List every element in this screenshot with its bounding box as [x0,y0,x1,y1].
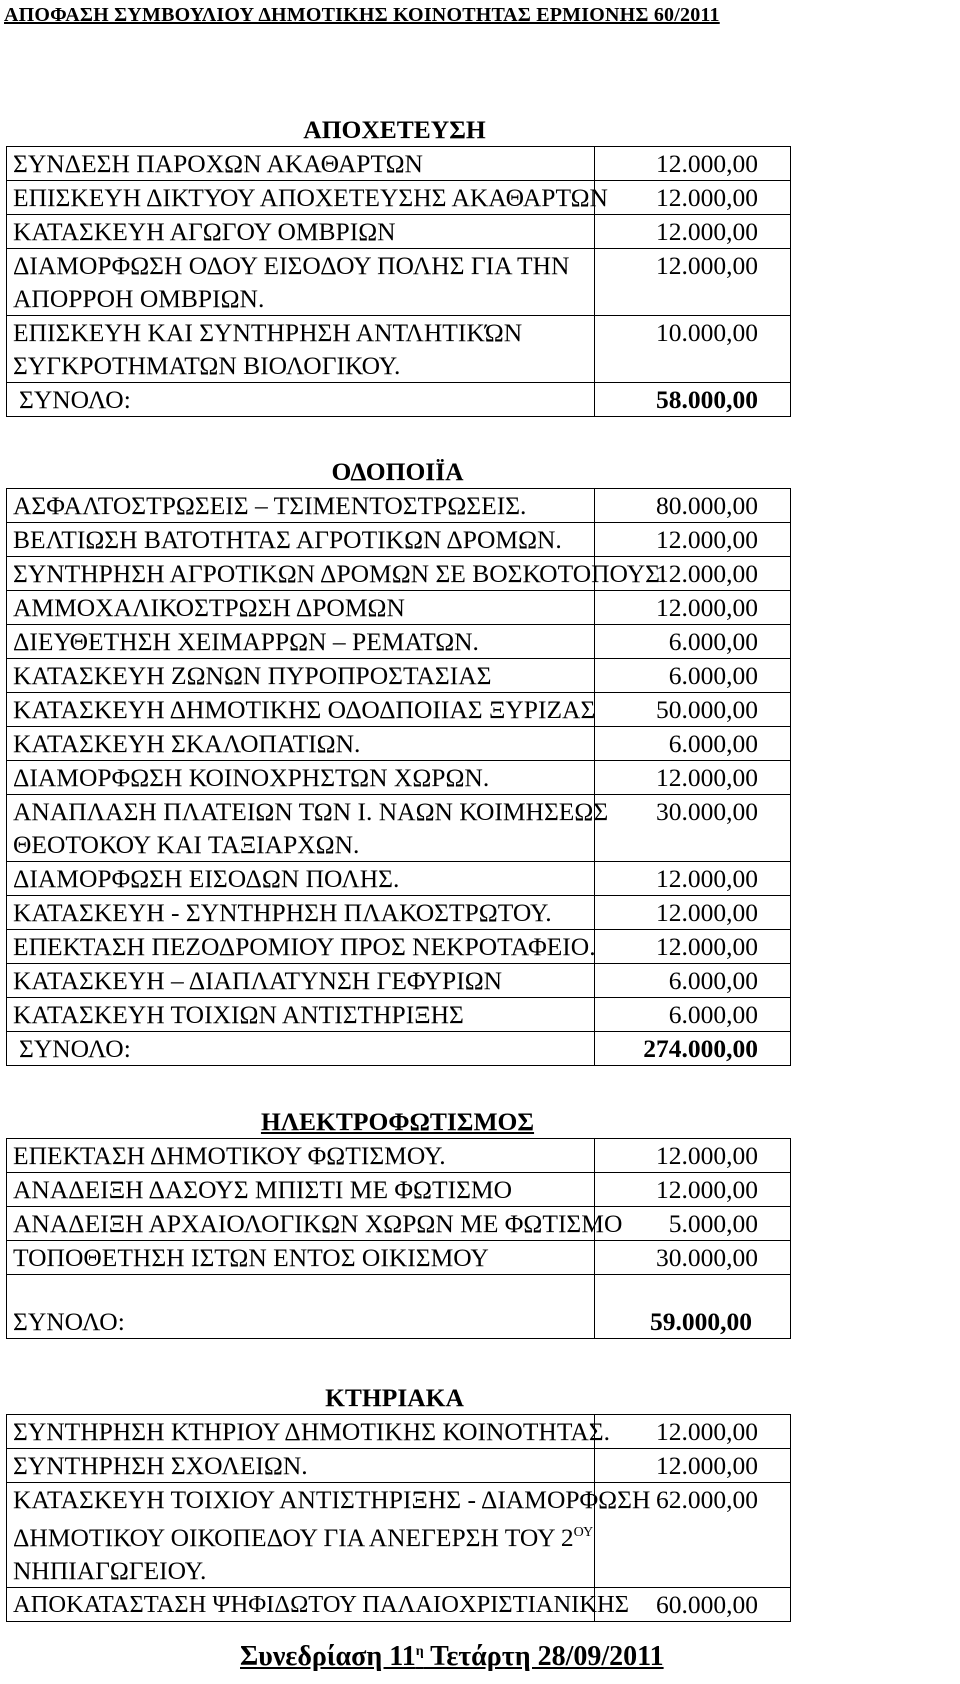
item-value: 80.000,00 [595,489,791,523]
table-row [7,181,791,215]
table-row [7,862,791,896]
item-label: ΣΥΝΤΗΡΗΣΗ ΑΓΡΟΤΙΚΩΝ ΔΡΟΜΩΝ ΣΕ ΒΟΣΚΟΤΟΠΟΥΣ. [7,557,595,591]
item-value: 6.000,00 [595,625,791,659]
item-label: ΑΝΑΔΕΙΞΗ ΔΑΣΟΥΣ ΜΠΙΣΤΙ ΜΕ ΦΩΤΙΣΜΟ [7,1173,595,1207]
item-label: ΔΙΕΥΘΕΤΗΣΗ ΧΕΙΜΑΡΡΩΝ – ΡΕΜΑΤΩΝ. [7,625,595,659]
item-value: 6.000,00 [595,727,791,761]
total-row [7,1275,791,1339]
section-title: ΟΔΟΠΟΙΪΑ [331,457,464,486]
table-row [7,1207,791,1241]
total-value: 274.000,00 [595,1032,791,1066]
section-ilektrofotismos [6,1105,791,1339]
table-row [7,489,791,523]
item-label [7,249,595,316]
table-row [7,896,791,930]
item-label: ΚΑΤΑΣΚΕΥΗ ΤΟΙΧΙΩΝ ΑΝΤΙΣΤΗΡΙΞΗΣ [7,998,595,1032]
item-label: ΚΑΤΑΣΚΕΥΗ ΑΓΩΓΟΥ ΟΜΒΡΙΩΝ [7,215,595,249]
item-label-line: ΘΕΟΤΟΚΟΥ ΚΑΙ ΤΑΞΙΑΡΧΩΝ. [13,830,360,859]
item-value: 12.000,00 [595,896,791,930]
item-label: ΕΠΕΚΤΑΣΗ ΔΗΜΟΤΙΚΟΥ ΦΩΤΙΣΜΟΥ. [7,1139,595,1173]
item-value: 12.000,00 [595,930,791,964]
table-row [7,1241,791,1275]
item-value: 12.000,00 [595,1415,791,1449]
table-row [7,1415,791,1449]
item-label-line: ΑΠΟΡΡΟΗ ΟΜΒΡΙΩΝ. [13,284,265,313]
item-label: ΚΑΤΑΣΚΕΥΗ ΔΗΜΟΤΙΚΗΣ ΟΔΟΔΠΟΙΙΑΣ ΞΥΡΙΖΑΣ [7,693,595,727]
table-row [7,591,791,625]
item-label: ΔΙΑΜΟΡΦΩΣΗ ΚΟΙΝΟΧΡΗΣΤΩΝ ΧΩΡΩΝ. [7,761,595,795]
item-value: 12.000,00 [595,1139,791,1173]
table-row [7,964,791,998]
item-label: ΚΑΤΑΣΚΕΥΗ - ΣΥΝΤΗΡΗΣΗ ΠΛΑΚΟΣΤΡΩΤΟΥ. [7,896,595,930]
total-label: ΣΥΝΟΛΟ: [7,383,595,417]
table-row [7,625,791,659]
item-value: 12.000,00 [595,1449,791,1483]
section-apoxeteusi [6,113,791,417]
item-label: ΣΥΝΤΗΡΗΣΗ ΚΤΗΡΙΟΥ ΔΗΜΟΤΙΚΗΣ ΚΟΙΝΟΤΗΤΑΣ. [7,1415,595,1449]
item-value: 12.000,00 [595,761,791,795]
item-label: ΑΣΦΑΛΤΟΣΤΡΩΣΕΙΣ – ΤΣΙΜΕΝΤΟΣΤΡΩΣΕΙΣ. [7,489,595,523]
document-header: ΑΠΟΦΑΣΗ ΣΥΜΒΟΥΛΙΟΥ ΔΗΜΟΤΙΚΗΣ ΚΟΙΝΟΤΗΤΑΣ ΕΡΜΙΟΝΗΣ 60/2011 [4,4,720,26]
item-value: 62.000,00 [595,1483,791,1588]
item-value: 12.000,00 [595,557,791,591]
footer-rest: Τετάρτη 28/09/2011 [423,1641,664,1672]
item-value: 30.000,00 [595,1241,791,1275]
item-label: ΣΥΝΔΕΣΗ ΠΑΡΟΧΩΝ ΑΚΑΘΑΡΤΩΝ [7,147,595,181]
section-ktiriaka [6,1381,791,1622]
item-label: ΑΜΜΟΧΑΛΙΚΟΣΤΡΩΣΗ ΔΡΟΜΩΝ [7,591,595,625]
table-row [7,1483,791,1588]
item-value: 12.000,00 [595,249,791,316]
table-row [7,557,791,591]
section-title: ΑΠΟΧΕΤΕΥΣΗ [303,115,486,144]
table-row [7,147,791,181]
item-label-line [13,1516,594,1554]
table-row [7,249,791,316]
section-title: ΚΤΗΡΙΑΚΑ [325,1383,464,1412]
total-value: 59.000,00 [595,1275,791,1339]
table-row [7,693,791,727]
item-label [7,316,595,383]
section-title: ΗΛΕΚΤΡΟΦΩΤΙΣΜΟΣ [260,1107,535,1136]
table-row [7,1173,791,1207]
section-odopoiia [6,455,791,1066]
item-label: ΕΠΕΚΤΑΣΗ ΠΕΖΟΔΡΟΜΙΟΥ ΠΡΟΣ ΝΕΚΡΟΤΑΦΕΙΟ. [7,930,595,964]
footer-main: Συνεδρίαση 11 [240,1641,416,1672]
table-row [7,1588,791,1622]
table-row [7,727,791,761]
table-row [7,930,791,964]
item-label-line: ΣΥΓΚΡΟΤΗΜΑΤΩΝ ΒΙΟΛΟΓΙΚΟΥ. [13,351,401,380]
item-value: 60.000,00 [595,1588,791,1622]
item-label: ΤΟΠΟΘΕΤΗΣΗ ΙΣΤΩΝ ΕΝΤΟΣ ΟΙΚΙΣΜΟΥ [7,1241,595,1275]
item-label: ΚΑΤΑΣΚΕΥΗ – ΔΙΑΠΛΑΤΥΝΣΗ ΓΕΦΥΡΙΩΝ [7,964,595,998]
item-label-line: ΑΝΑΠΛΑΣΗ ΠΛΑΤΕΙΩΝ ΤΩΝ Ι. ΝΑΩΝ ΚΟΙΜΗΣΕΩΣ [13,797,609,826]
table-row [7,998,791,1032]
item-value: 12.000,00 [595,181,791,215]
item-label: ΔΙΑΜΟΡΦΩΣΗ ΕΙΣΟΔΩΝ ΠΟΛΗΣ. [7,862,595,896]
item-label: ΣΥΝΤΗΡΗΣΗ ΣΧΟΛΕΙΩΝ. [7,1449,595,1483]
total-value: 58.000,00 [595,383,791,417]
item-value: 12.000,00 [595,591,791,625]
item-value: 12.000,00 [595,1173,791,1207]
item-value: 12.000,00 [595,215,791,249]
item-label: ΑΠΟΚΑΤΑΣΤΑΣΗ ΨΗΦΙΔΩΤΟΥ ΠΑΛΑΙΟΧΡΙΣΤΙΑΝΙΚΗΣ [7,1588,595,1622]
item-value: 10.000,00 [595,316,791,383]
item-label-line: ΚΑΤΑΣΚΕΥΗ ΤΟΙΧΙΟΥ ΑΝΤΙΣΤΗΡΙΞΗΣ - ΔΙΑΜΟΡΦΩΣΗ [13,1485,651,1514]
table-row [7,215,791,249]
item-label-text: ΔΗΜΟΤΙΚΟΥ ΟΙΚΟΠΕΔΟΥ ΓΙΑ ΑΝΕΓΕΡΣΗ ΤΟΥ 2 [13,1523,574,1552]
item-label: ΚΑΤΑΣΚΕΥΗ ΖΩΝΩΝ ΠΥΡΟΠΡΟΣΤΑΣΙΑΣ [7,659,595,693]
table-row [7,795,791,862]
item-label: ΒΕΛΤΙΩΣΗ ΒΑΤΟΤΗΤΑΣ ΑΓΡΟΤΙΚΩΝ ΔΡΟΜΩΝ. [7,523,595,557]
total-row [7,383,791,417]
session-footer [240,1641,664,1673]
item-value: 6.000,00 [595,659,791,693]
total-row [7,1032,791,1066]
item-value: 5.000,00 [595,1207,791,1241]
item-value: 12.000,00 [595,523,791,557]
table-row [7,659,791,693]
total-label: ΣΥΝΟΛΟ: [7,1275,595,1339]
item-value: 30.000,00 [595,795,791,862]
item-label [7,1483,651,1588]
table-row [7,1139,791,1173]
table-row [7,316,791,383]
footer-superscript: η [415,1644,424,1659]
item-value: 6.000,00 [595,964,791,998]
item-value: 6.000,00 [595,998,791,1032]
table-row [7,523,791,557]
table-row [7,761,791,795]
table-row [7,1449,791,1483]
total-label: ΣΥΝΟΛΟ: [7,1032,595,1066]
item-label: ΚΑΤΑΣΚΕΥΗ ΣΚΑΛΟΠΑΤΙΩΝ. [7,727,595,761]
item-label: ΑΝΑΔΕΙΞΗ ΑΡΧΑΙΟΛΟΓΙΚΩΝ ΧΩΡΩΝ ΜΕ ΦΩΤΙΣΜΟ [7,1207,595,1241]
item-label-line: ΔΙΑΜΟΡΦΩΣΗ ΟΔΟΥ ΕΙΣΟΔΟΥ ΠΟΛΗΣ ΓΙΑ ΤΗΝ [13,251,570,280]
item-label: ΕΠΙΣΚΕΥΗ ΔΙΚΤΥΟΥ ΑΠΟΧΕΤΕΥΣΗΣ ΑΚΑΘΑΡΤΩΝ [7,181,595,215]
item-value: 50.000,00 [595,693,791,727]
item-label-line: ΝΗΠΙΑΓΩΓΕΙΟΥ. [13,1556,207,1585]
item-label [7,795,609,862]
item-label-line: ΕΠΙΣΚΕΥΗ ΚΑΙ ΣΥΝΤΗΡΗΣΗ ΑΝΤΛΗΤΙΚΏΝ [13,318,523,347]
ordinal-superscript: ΟΥ [573,1525,594,1540]
item-value: 12.000,00 [595,862,791,896]
item-value: 12.000,00 [595,147,791,181]
